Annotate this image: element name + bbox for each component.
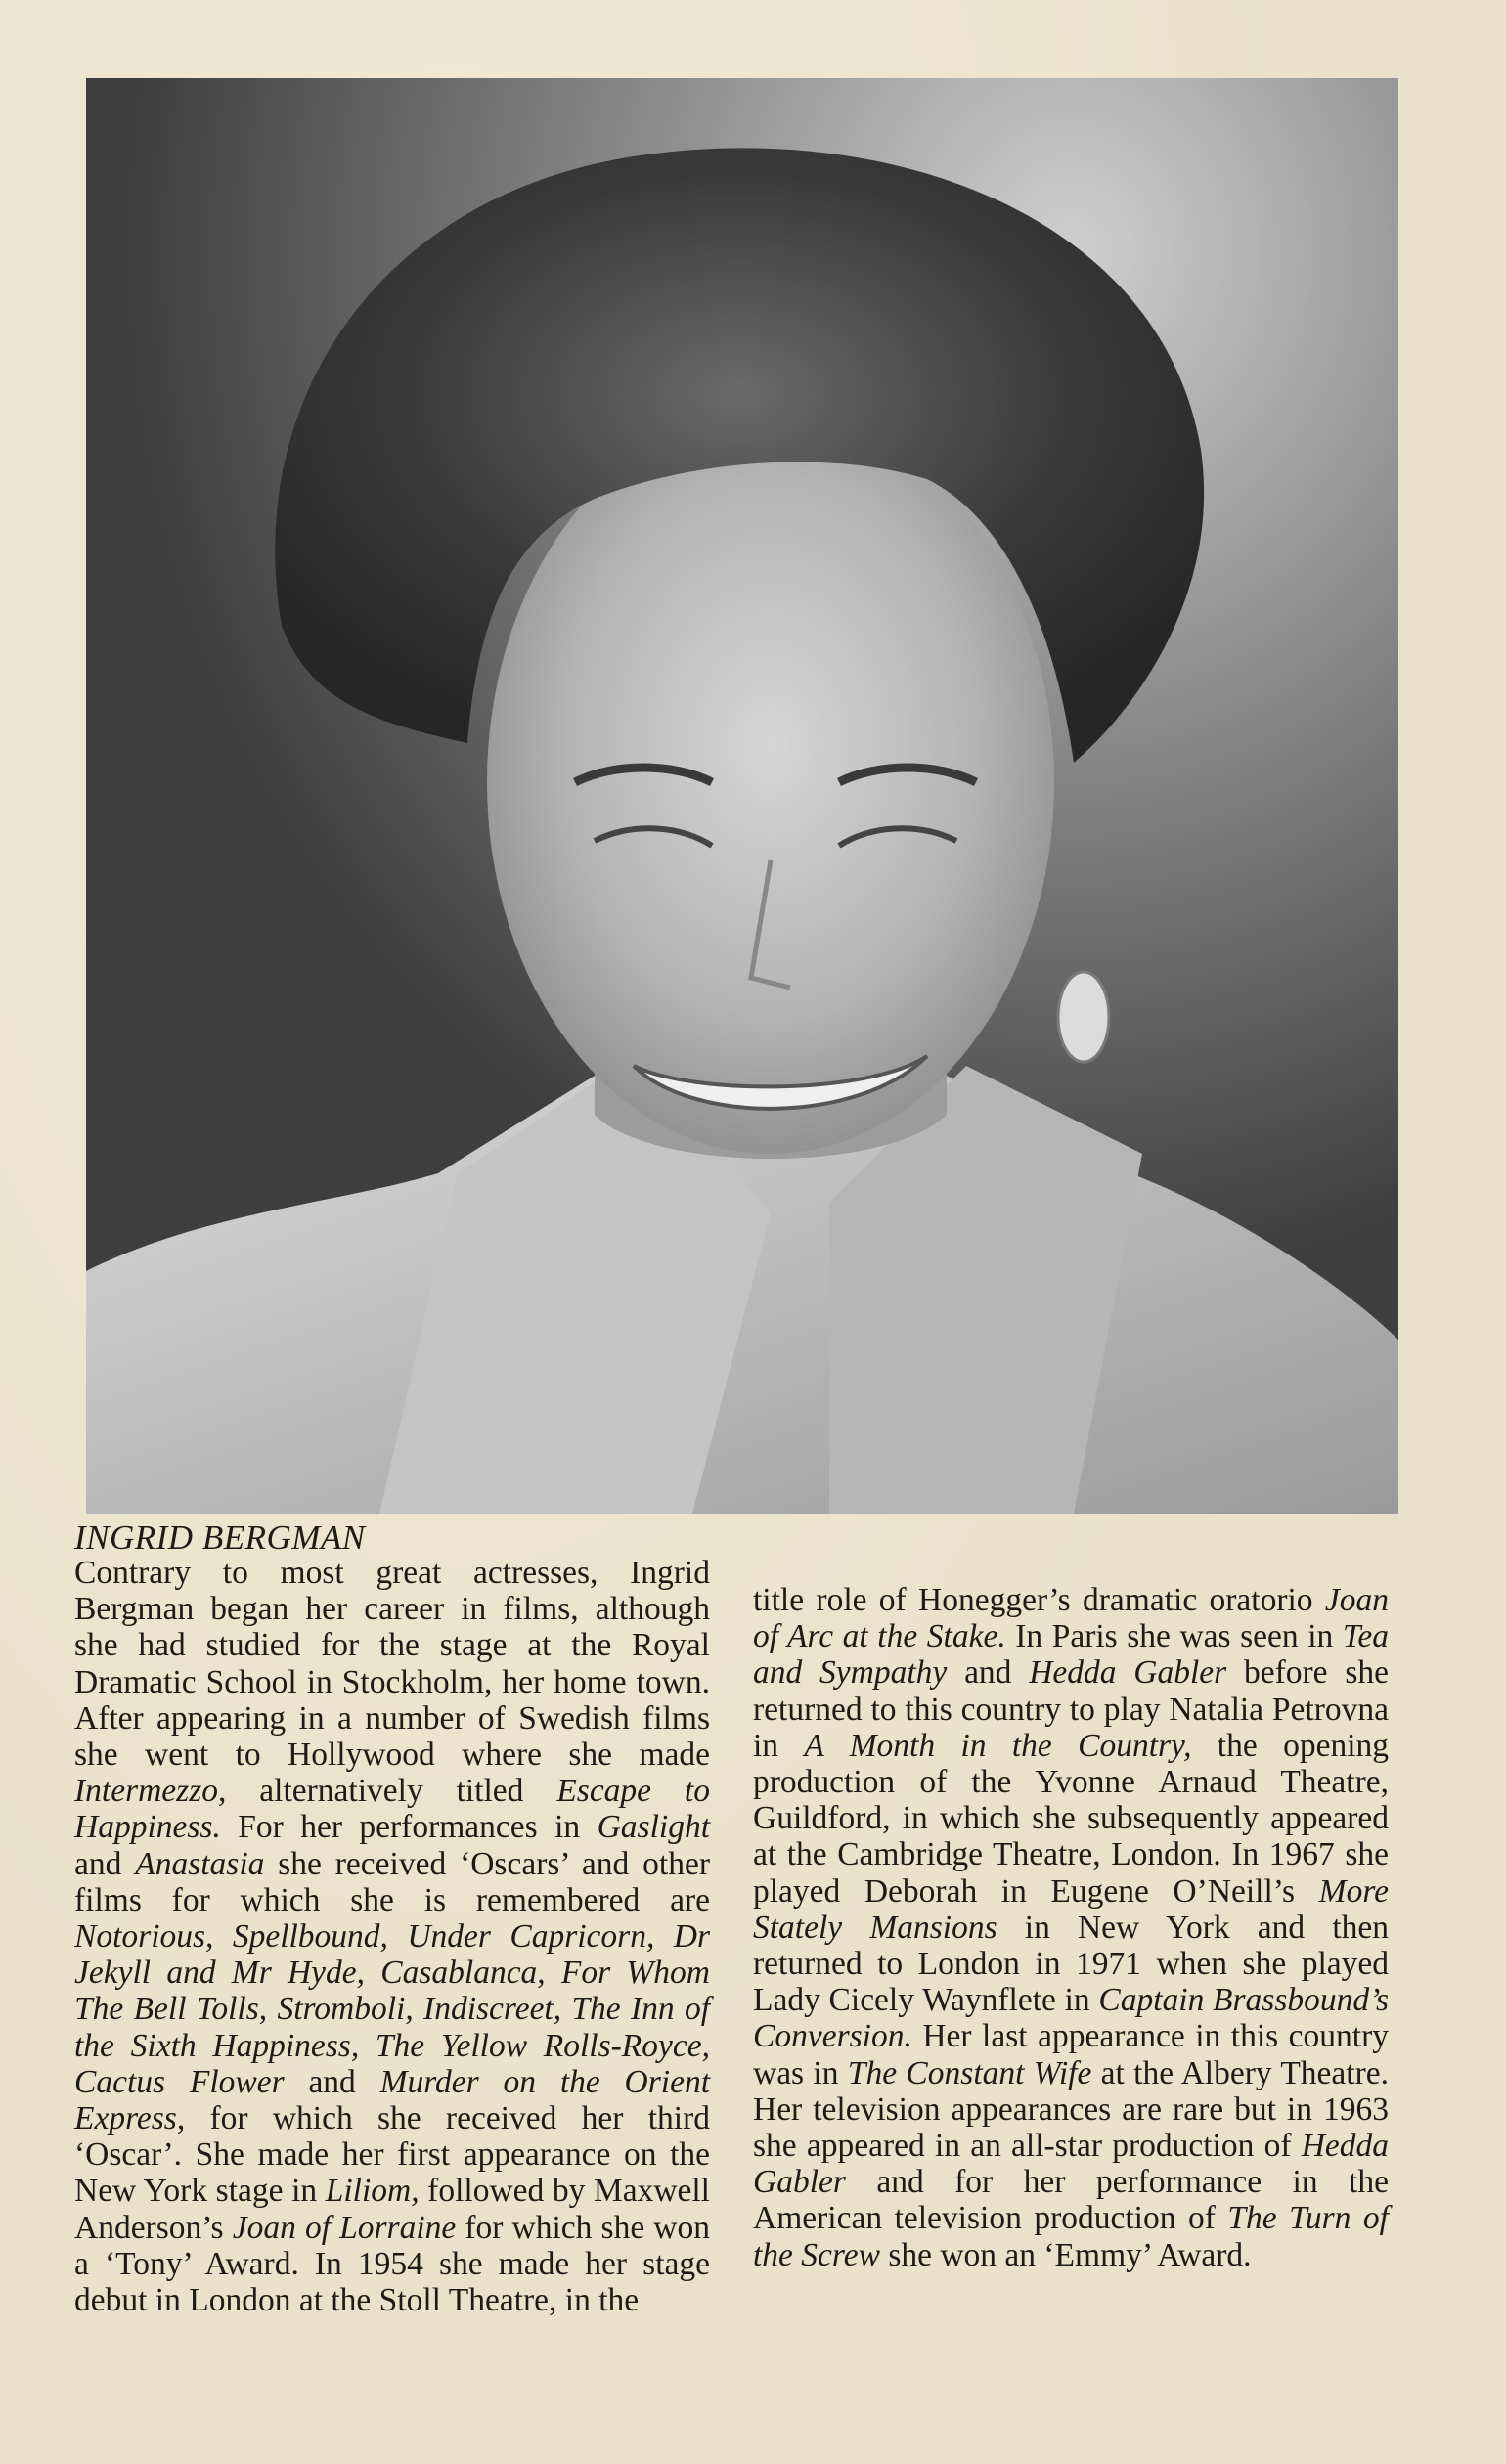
title-italic: The Constant Wife xyxy=(847,2054,1092,2091)
biography-left-column xyxy=(74,1555,710,2318)
portrait-icon xyxy=(86,78,1398,1514)
body-text: and xyxy=(947,1654,1030,1692)
body-text: and for her performance in the American television production of xyxy=(753,2164,1389,2237)
title-italic: Escape to Happiness. xyxy=(74,1773,710,1846)
body-text: for which she won a ‘Tony’ Award. In 1954 she made her stage debut in London at the Stoll Theatre, in the xyxy=(74,2209,710,2319)
body-text: for which she received her third ‘Oscar’. She made her first appearance on the New York stage in xyxy=(74,2100,710,2210)
title-italic: Joan of Arc at the Stake. xyxy=(753,1582,1389,1655)
title-italic: Liliom, xyxy=(325,2173,420,2210)
body-text: at the Albery Theatre. Her television appearances are rare but in 1963 she appeared in an all-star production of xyxy=(753,2054,1389,2165)
title-italic: Joan of Lorraine xyxy=(232,2209,457,2246)
title-italic: Intermezzo, xyxy=(74,1773,227,1810)
title-italic: Anastasia xyxy=(135,1845,265,1882)
body-text: she received ‘Oscars’ and other films for which she is remembered are xyxy=(74,1845,710,1918)
title-italic: Gaslight xyxy=(597,1809,710,1846)
body-text: title role of Honegger’s dramatic oratorio xyxy=(753,1582,1325,1618)
body-text: alternatively titled xyxy=(226,1773,557,1810)
body-text: In Paris she was seen in xyxy=(1005,1618,1343,1655)
body-text: she won an ‘Emmy’ Award. xyxy=(879,2236,1252,2273)
title-italic: More Stately Mansions xyxy=(753,1872,1389,1946)
body-text: the opening production of the Yvonne Arnaud Theatre, Guildford, in which she subsequently appeared at the Cambridge Theatre, London. In 1967 she played Deborah in Eugene O’Neill’s xyxy=(753,1727,1390,1910)
biography-paragraph-left xyxy=(74,1555,710,2318)
title-italic: Murder on the Orient Express, xyxy=(74,2063,711,2137)
portrait-photo xyxy=(86,78,1398,1514)
title-italic: Captain Brassbound’s Conversion. xyxy=(753,1982,1389,2055)
body-text: and xyxy=(74,1845,136,1882)
title-italic: A Month in the Country, xyxy=(804,1727,1192,1764)
body-text: in New York and then returned to London in 1971 when she played Lady Cicely Waynflete in xyxy=(753,1909,1389,2019)
title-italic: Hedda Gabler xyxy=(1029,1654,1227,1692)
body-text: For her performances in xyxy=(220,1809,598,1846)
caption-name: INGRID BERGMAN xyxy=(74,1518,366,1557)
body-text: before she returned to this country to play Natalia Petrovna in xyxy=(753,1654,1389,1764)
biography-paragraph-right xyxy=(753,1582,1389,2273)
title-italic: The Turn of the Screw xyxy=(753,2200,1389,2273)
body-text: Contrary to most great actresses, Ingrid Bergman began her career in films, although she had studied for the stage at the Royal Dramatic School in Stockholm, her home town. After appearing in a number of Swedish films she went to Hollywood where she made xyxy=(74,1555,710,1774)
body-text: Her last appearance in this country was in xyxy=(753,2018,1389,2091)
title-italic: Notorious, Spellbound, Under Capricorn, Dr Jekyll and Mr Hyde, Casablanca, For Whom The Bell Tolls, Stromboli, Indiscreet, The Inn of the Sixth Happiness, The Yellow Rolls-Royce, Cactus Flower xyxy=(74,1918,710,2100)
body-text: followed by Maxwell Anderson’s xyxy=(74,2173,710,2246)
title-italic: Tea and Sympathy xyxy=(753,1618,1390,1692)
body-text: and xyxy=(284,2063,380,2100)
title-italic: Hedda Gabler xyxy=(753,2128,1389,2201)
biography-right-column xyxy=(753,1582,1389,2273)
